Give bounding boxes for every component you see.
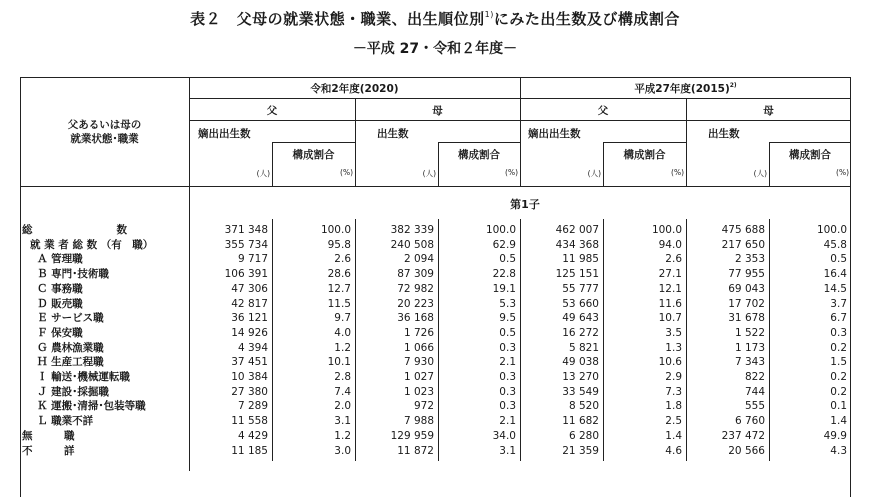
ratio-label: 構成割合 [458,149,500,161]
ratio-cell: 62.9 [492,238,516,251]
count-cell: 7 988 [403,415,434,428]
ratio-cell: 16.4 [823,268,847,281]
parent-header-father-2020: 父 [266,105,278,117]
count-cell: 1 066 [403,341,434,354]
count-cell: 20 566 [728,444,765,457]
ratio-cell: 0.5 [499,253,516,266]
ratio-cell: 100.0 [651,224,682,236]
ratio-cell: 3.1 [499,444,516,457]
count-cell: 555 [744,400,765,413]
ratio-cell: 12.7 [327,282,351,295]
ratio-cell: 10.7 [658,312,682,325]
ratio-cell: 100.0 [485,224,516,236]
ratio-cell: 94.0 [658,238,682,251]
row-label: Ｄ 販売職 [37,297,83,310]
row-label: 不 詳 [22,444,75,457]
rule [603,142,686,143]
ratio-cell: 3.0 [334,444,351,457]
row-label: Ｉ 輸送･機械運転職 [37,371,130,383]
row-label: Ｊ 建設･採掘職 [37,385,109,398]
table-subtitle: －平成 27・令和２年度－ [352,41,518,57]
count-cell: 55 777 [562,282,599,295]
ratio-cell: 0.2 [830,371,847,383]
table-row [0,370,870,384]
count-cell: 31 678 [728,312,765,325]
count-cell: 11 872 [397,444,434,457]
ratio-cell: 10.1 [327,356,351,369]
table-row [0,311,870,325]
ratio-cell: 0.2 [830,341,847,354]
ratio-cell: 0.3 [499,385,516,398]
count-cell: 5 821 [568,341,599,354]
ratio-cell: 0.3 [499,371,516,383]
table-row [0,223,870,237]
count-cell: 72 982 [397,282,434,295]
count-cell: 1 023 [403,385,434,398]
table-row [0,429,870,443]
ratio-cell: 7.4 [334,385,351,398]
count-cell: 10 384 [231,371,268,383]
ratio-cell: 1.3 [665,341,682,354]
ratio-cell: 9.7 [334,312,351,325]
table-title [0,8,870,29]
parent-header-mother-2020: 母 [432,105,443,117]
year-label: 平成27年度(2015) [634,83,730,95]
row-label: Ｆ 保安職 [37,326,83,339]
table-row [0,282,870,296]
ratio-cell: 1.2 [334,341,351,354]
unit-percent: (%) [671,168,684,177]
unit-percent: (%) [505,168,518,177]
year-header-2015 [520,81,851,96]
count-cell: 87 309 [397,268,434,281]
ratio-cell: 12.1 [658,282,682,295]
count-cell: 2 094 [403,253,434,266]
ratio-cell: 5.3 [499,297,516,310]
row-label: Ｌ 職業不詳 [37,415,94,428]
count-cell: 1 173 [734,341,765,354]
stub-header [20,118,189,146]
row-label: Ｂ 専門･技術職 [37,268,109,281]
rule [272,142,355,143]
count-label: 嫡出出生数 [198,128,251,140]
count-cell: 2 353 [734,253,765,266]
count-cell: 744 [744,385,765,398]
ratio-cell: 9.5 [499,312,516,325]
parent-header-mother-2015: 母 [763,105,774,117]
ratio-cell: 2.5 [665,415,682,428]
ratio-cell: 45.8 [823,238,847,251]
count-cell: 36 121 [231,312,268,325]
rule [438,142,520,143]
ratio-cell: 95.8 [327,238,351,251]
count-cell: 7 289 [237,400,268,413]
table-row [0,399,870,413]
count-cell: 49 643 [562,312,599,325]
ratio-cell: 1.4 [665,429,682,442]
ratio-cell: 10.6 [658,356,682,369]
unit-percent: (%) [340,168,353,177]
unit-person: (人) [256,169,270,178]
count-cell: 462 007 [555,224,599,236]
count-label: 出生数 [708,128,740,140]
row-label: 就 業 者 総 数 （有 職） [30,238,154,251]
row-label: 無 職 [22,429,75,442]
row-label: Ｈ 生産工程職 [37,356,104,369]
row-label: Ｇ 農林漁業職 [37,341,104,354]
ratio-cell: 0.3 [499,400,516,413]
ratio-label: 構成割合 [789,149,831,161]
ratio-cell: 3.7 [830,297,847,310]
year-footnote: 2) [729,82,737,89]
ratio-cell: 2.6 [334,253,351,266]
count-cell: 240 508 [390,238,434,251]
count-cell: 217 650 [721,238,765,251]
count-cell: 7 343 [734,356,765,369]
ratio-cell: 2.6 [665,253,682,266]
row-label: Ｋ 運搬･清掃･包装等職 [37,400,146,413]
unit-person: (人) [587,169,601,178]
table-row [0,414,870,428]
stub-header-line1: 父あるいは母の [67,119,142,131]
count-cell: 4 429 [237,429,268,442]
ratio-cell: 1.8 [665,400,682,413]
count-cell: 77 955 [728,268,765,281]
count-cell: 27 380 [231,385,268,398]
ratio-cell: 0.3 [499,341,516,354]
ratio-cell: 7.3 [665,385,682,398]
title-text: 表２ 父母の就業状態・職業、出生順位別 [190,10,485,28]
count-cell: 20 223 [397,297,434,310]
ratio-cell: 0.2 [830,385,847,398]
count-cell: 13 270 [562,371,599,383]
table-row [0,252,870,266]
table-row [0,444,870,458]
title-text-tail: にみた出生数及び構成割合 [493,10,680,28]
count-cell: 11 682 [562,415,599,428]
year-header-2020 [189,81,520,96]
table-row [0,341,870,355]
ratio-cell: 11.5 [327,297,351,310]
stub-header-line2: 就業状態･職業 [70,133,139,145]
parent-header-father-2015: 父 [597,105,609,117]
ratio-cell: 4.6 [665,444,682,457]
ratio-cell: 34.0 [492,429,516,442]
ratio-cell: 2.1 [499,356,516,369]
unit-person: (人) [422,169,436,178]
count-cell: 37 451 [231,356,268,369]
row-label: Ｃ 事務職 [37,282,83,295]
table-row [0,297,870,311]
count-label: 出生数 [377,128,409,140]
count-cell: 17 702 [728,297,765,310]
count-cell: 11 985 [562,253,599,266]
count-cell: 49 038 [562,356,599,369]
count-cell: 434 368 [555,238,599,251]
ratio-cell: 28.6 [327,268,351,281]
ratio-cell: 1.5 [830,356,847,369]
rule [20,186,851,187]
ratio-cell: 100.0 [816,224,847,236]
table-row [0,385,870,399]
ratio-cell: 100.0 [320,224,351,236]
count-cell: 36 168 [397,312,434,325]
table-row [0,326,870,340]
row-label: Ｅ サービス職 [37,312,104,325]
count-cell: 8 520 [568,400,599,413]
count-cell: 69 043 [728,282,765,295]
count-cell: 11 558 [231,415,268,428]
count-cell: 33 549 [562,385,599,398]
row-label: 総 数 [22,224,127,236]
section-label-first-child: 第1子 [510,198,540,211]
title-footnote: 1) [484,10,494,19]
count-cell: 125 151 [555,268,599,281]
ratio-cell: 49.9 [823,429,847,442]
count-cell: 475 688 [721,224,765,236]
count-cell: 7 930 [403,356,434,369]
count-cell: 53 660 [562,297,599,310]
count-cell: 6 280 [568,429,599,442]
count-label: 嫡出出生数 [528,128,581,140]
ratio-cell: 4.0 [334,326,351,339]
ratio-label: 構成割合 [623,149,666,161]
ratio-cell: 1.2 [334,429,351,442]
count-cell: 237 472 [721,429,765,442]
ratio-cell: 4.3 [830,444,847,457]
ratio-cell: 2.9 [665,371,682,383]
count-cell: 371 348 [224,224,268,236]
ratio-cell: 1.4 [830,415,847,428]
count-cell: 972 [413,400,434,413]
ratio-cell: 6.7 [830,312,847,325]
ratio-cell: 27.1 [658,268,682,281]
count-cell: 21 359 [562,444,599,457]
count-cell: 11 185 [231,444,268,457]
count-cell: 16 272 [562,326,599,339]
count-cell: 822 [744,371,765,383]
count-cell: 1 726 [403,326,434,339]
ratio-cell: 14.5 [823,282,847,295]
count-cell: 6 760 [734,415,765,428]
ratio-cell: 2.0 [334,400,351,413]
count-cell: 1 522 [734,326,765,339]
ratio-cell: 19.1 [492,282,516,295]
year-label: 令和2年度(2020) [310,83,399,95]
count-cell: 1 027 [403,371,434,383]
count-cell: 4 394 [237,341,268,354]
ratio-cell: 22.8 [492,268,516,281]
count-cell: 382 339 [390,224,434,236]
count-cell: 42 817 [231,297,268,310]
table-row [0,355,870,369]
count-cell: 9 717 [237,253,268,266]
table-row [0,238,870,252]
ratio-cell: 3.1 [334,415,351,428]
table-row [0,267,870,281]
count-cell: 129 959 [390,429,434,442]
row-label: Ａ 管理職 [37,253,83,266]
ratio-label: 構成割合 [292,149,335,161]
ratio-cell: 0.5 [830,253,847,266]
ratio-cell: 2.8 [334,371,351,383]
ratio-cell: 2.1 [499,415,516,428]
ratio-cell: 0.3 [830,326,847,339]
ratio-cell: 0.5 [499,326,516,339]
count-cell: 47 306 [231,282,268,295]
ratio-cell: 3.5 [665,326,682,339]
ratio-cell: 0.1 [830,400,847,413]
count-cell: 14 926 [231,326,268,339]
count-cell: 355 734 [224,238,268,251]
unit-percent: (%) [836,168,849,177]
unit-person: (人) [753,169,767,178]
count-cell: 106 391 [224,268,268,281]
ratio-cell: 11.6 [658,297,682,310]
rule [769,142,851,143]
